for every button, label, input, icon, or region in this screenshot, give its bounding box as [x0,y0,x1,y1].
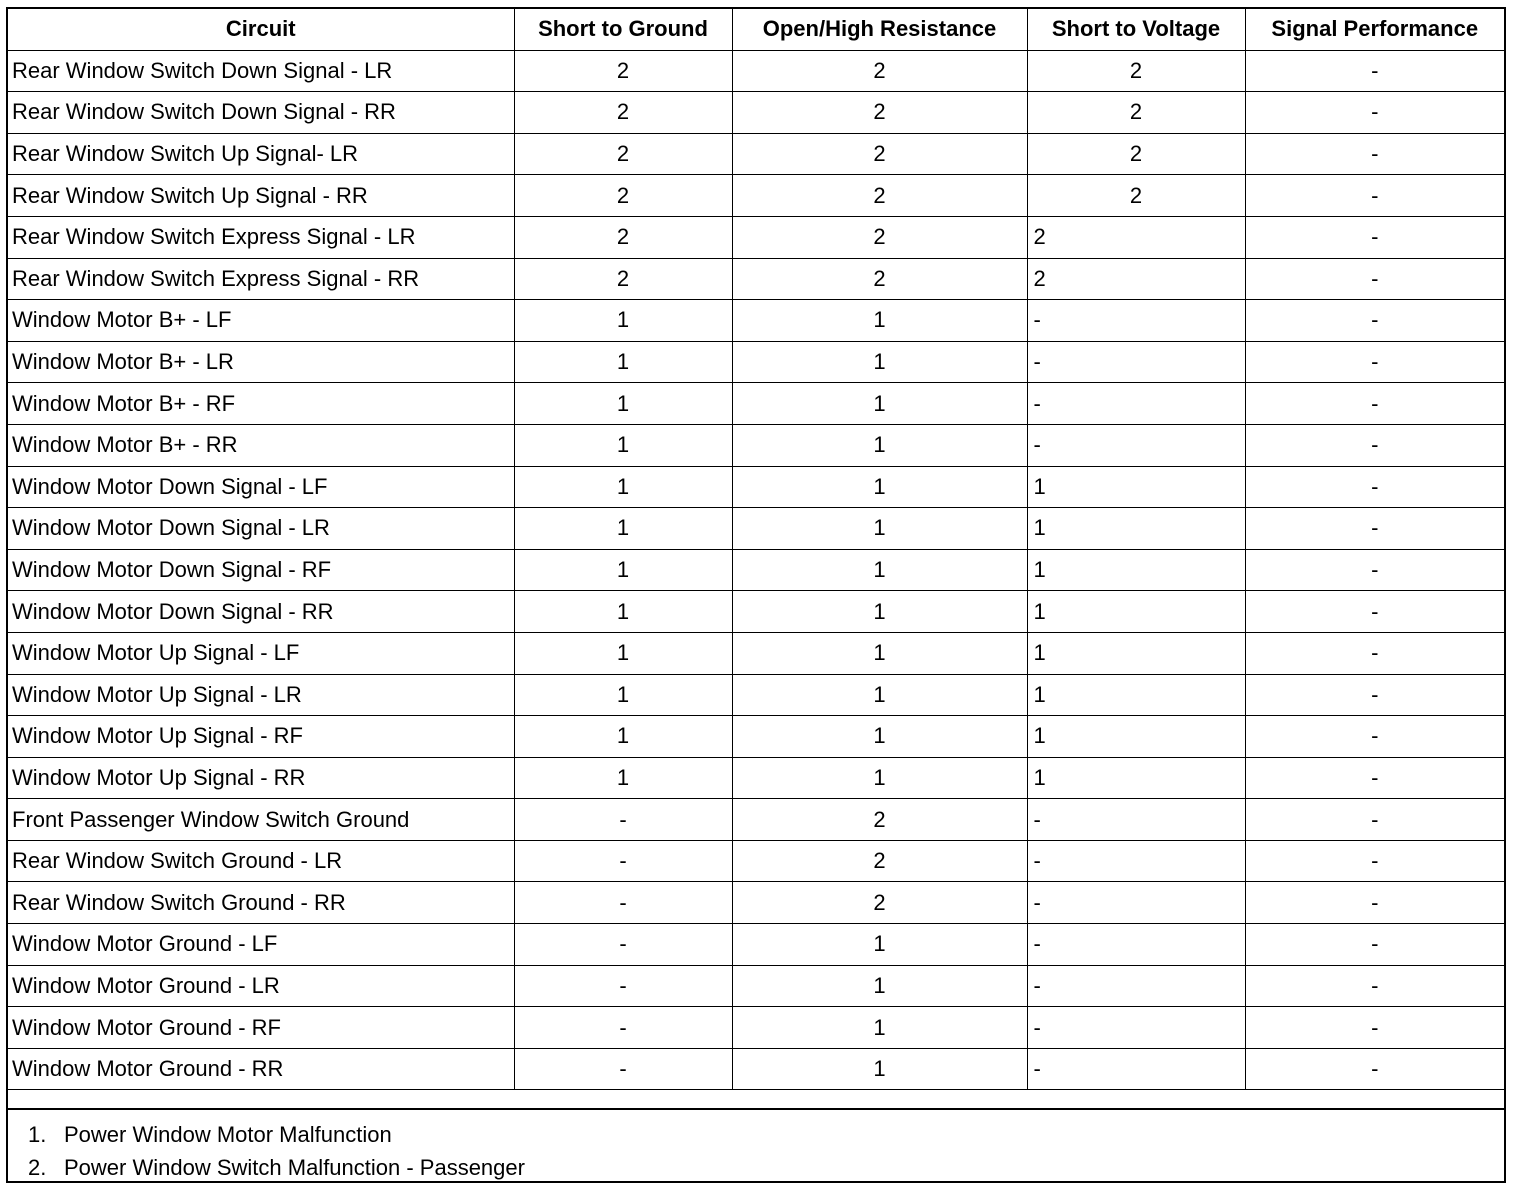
cell-circuit: Rear Window Switch Express Signal - RR [8,258,514,300]
cell-signal-performance: - [1245,175,1504,217]
cell-short-to-voltage: - [1027,882,1245,924]
table-row [8,674,1504,716]
cell-open-high-resistance: 1 [732,591,1027,633]
header-short-to-voltage: Short to Voltage [1027,9,1245,50]
cell-signal-performance: - [1245,840,1504,882]
cell-short-to-voltage: 1 [1027,716,1245,758]
cell-circuit: Window Motor Down Signal - LR [8,508,514,550]
cell-open-high-resistance: 2 [732,92,1027,134]
cell-short-to-voltage: 2 [1027,216,1245,258]
footnote-text: Power Window Switch Malfunction - Passenger [64,1155,525,1180]
cell-signal-performance: - [1245,924,1504,966]
cell-signal-performance: - [1245,341,1504,383]
cell-short-to-ground: 1 [514,549,732,591]
cell-signal-performance: - [1245,549,1504,591]
cell-short-to-ground: - [514,1007,732,1049]
footnote-number: 2. [28,1155,47,1180]
cell-signal-performance: - [1245,757,1504,799]
cell-circuit: Window Motor B+ - LR [8,341,514,383]
table-row [8,300,1504,342]
cell-short-to-voltage: - [1027,840,1245,882]
header-circuit: Circuit [8,9,514,50]
cell-signal-performance: - [1245,1007,1504,1049]
cell-signal-performance: - [1245,216,1504,258]
table-row [8,591,1504,633]
footnotes [8,1108,1504,1184]
cell-short-to-ground: 1 [514,383,732,425]
cell-short-to-voltage: 2 [1027,133,1245,175]
header-open-high-resistance: Open/High Resistance [732,9,1027,50]
cell-open-high-resistance: 1 [732,341,1027,383]
cell-circuit: Front Passenger Window Switch Ground [8,799,514,841]
cell-short-to-voltage: 1 [1027,674,1245,716]
table-row [8,840,1504,882]
cell-open-high-resistance: 2 [732,799,1027,841]
cell-signal-performance: - [1245,466,1504,508]
cell-short-to-voltage: - [1027,965,1245,1007]
cell-circuit: Window Motor Up Signal - RF [8,716,514,758]
cell-short-to-voltage: 2 [1027,92,1245,134]
table-row [8,508,1504,550]
cell-open-high-resistance: 1 [732,1048,1027,1090]
cell-circuit: Window Motor B+ - RR [8,424,514,466]
cell-short-to-voltage: - [1027,383,1245,425]
header-signal-performance: Signal Performance [1245,9,1504,50]
cell-short-to-voltage: 2 [1027,258,1245,300]
cell-short-to-voltage: - [1027,924,1245,966]
cell-circuit: Rear Window Switch Ground - LR [8,840,514,882]
table-row [8,882,1504,924]
cell-open-high-resistance: 1 [732,632,1027,674]
cell-circuit: Rear Window Switch Ground - RR [8,882,514,924]
cell-short-to-ground: 2 [514,50,732,92]
cell-signal-performance: - [1245,92,1504,134]
table-row [8,799,1504,841]
cell-circuit: Window Motor B+ - LF [8,300,514,342]
cell-open-high-resistance: 1 [732,965,1027,1007]
cell-open-high-resistance: 1 [732,466,1027,508]
cell-short-to-ground: - [514,799,732,841]
cell-short-to-voltage: - [1027,1048,1245,1090]
cell-open-high-resistance: 1 [732,549,1027,591]
cell-signal-performance: - [1245,799,1504,841]
circuit-fault-table [8,9,1504,1090]
cell-open-high-resistance: 2 [732,216,1027,258]
cell-circuit: Window Motor Up Signal - LF [8,632,514,674]
footnote-text: Power Window Motor Malfunction [64,1122,392,1147]
table-row [8,632,1504,674]
cell-circuit: Window Motor Down Signal - RR [8,591,514,633]
cell-signal-performance: - [1245,716,1504,758]
table-body [8,50,1504,1090]
table-row [8,757,1504,799]
cell-signal-performance: - [1245,50,1504,92]
cell-short-to-ground: 2 [514,133,732,175]
cell-circuit: Window Motor Down Signal - RF [8,549,514,591]
cell-short-to-ground: - [514,882,732,924]
cell-signal-performance: - [1245,632,1504,674]
cell-circuit: Rear Window Switch Down Signal - RR [8,92,514,134]
table-row [8,50,1504,92]
cell-open-high-resistance: 1 [732,383,1027,425]
footnote-1 [8,1118,1504,1151]
cell-short-to-voltage: 2 [1027,175,1245,217]
cell-signal-performance: - [1245,508,1504,550]
cell-short-to-voltage: - [1027,341,1245,383]
cell-circuit: Rear Window Switch Up Signal - RR [8,175,514,217]
cell-short-to-ground: 1 [514,757,732,799]
table-row [8,383,1504,425]
cell-open-high-resistance: 2 [732,882,1027,924]
cell-short-to-voltage: 1 [1027,549,1245,591]
table-row [8,716,1504,758]
cell-signal-performance: - [1245,882,1504,924]
cell-short-to-voltage: - [1027,1007,1245,1049]
cell-short-to-ground: 1 [514,424,732,466]
cell-circuit: Window Motor Ground - LR [8,965,514,1007]
cell-short-to-ground: 1 [514,632,732,674]
cell-circuit: Window Motor Up Signal - LR [8,674,514,716]
table-row [8,258,1504,300]
cell-short-to-ground: - [514,924,732,966]
table-row [8,1048,1504,1090]
cell-open-high-resistance: 1 [732,508,1027,550]
cell-short-to-voltage: 1 [1027,757,1245,799]
cell-circuit: Window Motor Ground - LF [8,924,514,966]
cell-short-to-voltage: 1 [1027,591,1245,633]
cell-short-to-voltage: - [1027,424,1245,466]
cell-circuit: Window Motor Ground - RF [8,1007,514,1049]
cell-signal-performance: - [1245,965,1504,1007]
table-header-row [8,9,1504,50]
cell-short-to-ground: 1 [514,674,732,716]
cell-short-to-voltage: 1 [1027,508,1245,550]
cell-signal-performance: - [1245,591,1504,633]
cell-open-high-resistance: 1 [732,674,1027,716]
table-row [8,133,1504,175]
cell-open-high-resistance: 2 [732,175,1027,217]
cell-short-to-voltage: - [1027,300,1245,342]
cell-circuit: Window Motor Up Signal - RR [8,757,514,799]
cell-open-high-resistance: 2 [732,133,1027,175]
table-row [8,216,1504,258]
table-row [8,424,1504,466]
cell-open-high-resistance: 1 [732,716,1027,758]
cell-short-to-ground: 1 [514,716,732,758]
cell-open-high-resistance: 1 [732,300,1027,342]
cell-signal-performance: - [1245,300,1504,342]
cell-signal-performance: - [1245,383,1504,425]
cell-open-high-resistance: 2 [732,840,1027,882]
table-row [8,92,1504,134]
cell-signal-performance: - [1245,258,1504,300]
cell-circuit: Rear Window Switch Down Signal - LR [8,50,514,92]
cell-circuit: Rear Window Switch Express Signal - LR [8,216,514,258]
cell-open-high-resistance: 2 [732,50,1027,92]
footnote-number: 1. [28,1122,47,1147]
cell-short-to-voltage: 1 [1027,632,1245,674]
cell-short-to-voltage: - [1027,799,1245,841]
cell-signal-performance: - [1245,424,1504,466]
cell-short-to-ground: 1 [514,591,732,633]
cell-signal-performance: - [1245,133,1504,175]
cell-circuit: Rear Window Switch Up Signal- LR [8,133,514,175]
table-row [8,549,1504,591]
cell-short-to-ground: - [514,840,732,882]
cell-circuit: Window Motor Down Signal - LF [8,466,514,508]
cell-short-to-voltage: 2 [1027,50,1245,92]
cell-short-to-voltage: 1 [1027,466,1245,508]
circuit-diagnostic-table-frame [6,7,1506,1183]
cell-short-to-ground: 2 [514,92,732,134]
table-row [8,924,1504,966]
cell-short-to-ground: - [514,965,732,1007]
header-short-to-ground: Short to Ground [514,9,732,50]
cell-short-to-ground: - [514,1048,732,1090]
cell-short-to-ground: 1 [514,508,732,550]
footnote-2 [8,1151,1504,1184]
cell-open-high-resistance: 1 [732,757,1027,799]
cell-signal-performance: - [1245,1048,1504,1090]
cell-open-high-resistance: 1 [732,1007,1027,1049]
table-row [8,965,1504,1007]
table-row [8,341,1504,383]
cell-open-high-resistance: 2 [732,258,1027,300]
cell-open-high-resistance: 1 [732,424,1027,466]
cell-short-to-ground: 1 [514,466,732,508]
table-row [8,466,1504,508]
cell-short-to-ground: 1 [514,300,732,342]
cell-circuit: Window Motor Ground - RR [8,1048,514,1090]
cell-short-to-ground: 2 [514,175,732,217]
cell-circuit: Window Motor B+ - RF [8,383,514,425]
table-row [8,1007,1504,1049]
cell-short-to-ground: 1 [514,341,732,383]
table-row [8,175,1504,217]
cell-short-to-ground: 2 [514,216,732,258]
cell-open-high-resistance: 1 [732,924,1027,966]
cell-short-to-ground: 2 [514,258,732,300]
cell-signal-performance: - [1245,674,1504,716]
